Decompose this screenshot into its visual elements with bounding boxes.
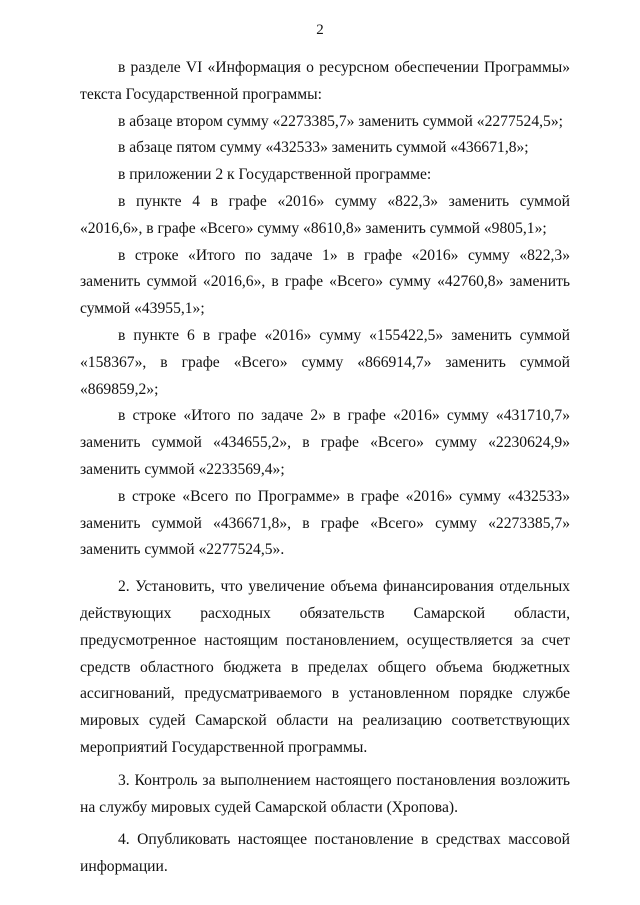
- page-number: 2: [316, 22, 324, 38]
- paragraph-total-task-1: в строке «Итого по задаче 1» в графе «2016» сумму «822,3» заменить суммой «2016,6», в графе «Всего» сумму «42760,8» заменить суммой «43955,1»;: [80, 246, 570, 318]
- paragraph-section-vi: в разделе VI «Информация о ресурсном обеспечении Программы» текста Государственной программы:: [80, 59, 570, 103]
- paragraph-item-6: в пункте 6 в графе «2016» сумму «155422,5» заменить суммой «158367», в графе «Всего» сумму «866914,7» заменить суммой «869859,2»;: [80, 326, 570, 398]
- paragraph-total-task-2: в строке «Итого по задаче 2» в графе «2016» сумму «431710,7» заменить суммой «434655,2», в графе «Всего» сумму «2230624,9» заменить суммой «2233569,4»;: [80, 407, 570, 478]
- paragraph-clause-3: 3. Контроль за выполнением настоящего постановления возложить на службу мировых судей Самарской области (Хропова).: [80, 771, 570, 816]
- paragraph-item-4: в пункте 4 в графе «2016» сумму «822,3» заменить суммой «2016,6», в графе «Всего» сумму «8610,8» заменить суммой «9805,1»;: [80, 192, 570, 237]
- paragraph-total-program: в строке «Всего по Программе» в графе «2016» сумму «432533» заменить суммой «436671,8», в графе «Всего» сумму «2273385,7» заменить суммой «2277524,5».: [80, 487, 570, 559]
- paragraph-clause-2: 2. Установить, что увеличение объема финансирования отдельных действующих расходных обязательств Самарской области, предусмотренное настоящим постановлением, осуществляется за счет средств областного бюджета в пределах общего объема бюджетных ассигнований, предусматриваемого в установленном порядке службе мировых судей Самарской области на реализацию соответствующих мероприятий Государственной программы.: [80, 578, 570, 756]
- paragraph-appendix-2: в приложении 2 к Государственной программе:: [118, 166, 432, 184]
- paragraph-abzac-2: в абзаце втором сумму «2273385,7» заменить суммой «2277524,5»;: [118, 112, 563, 130]
- paragraph-abzac-5: в абзаце пятом сумму «432533» заменить суммой «436671,8»;: [118, 139, 529, 157]
- document-body: [80, 55, 570, 881]
- paragraph-clause-4: 4. Опубликовать настоящее постановление в средствах массовой информации.: [80, 831, 570, 876]
